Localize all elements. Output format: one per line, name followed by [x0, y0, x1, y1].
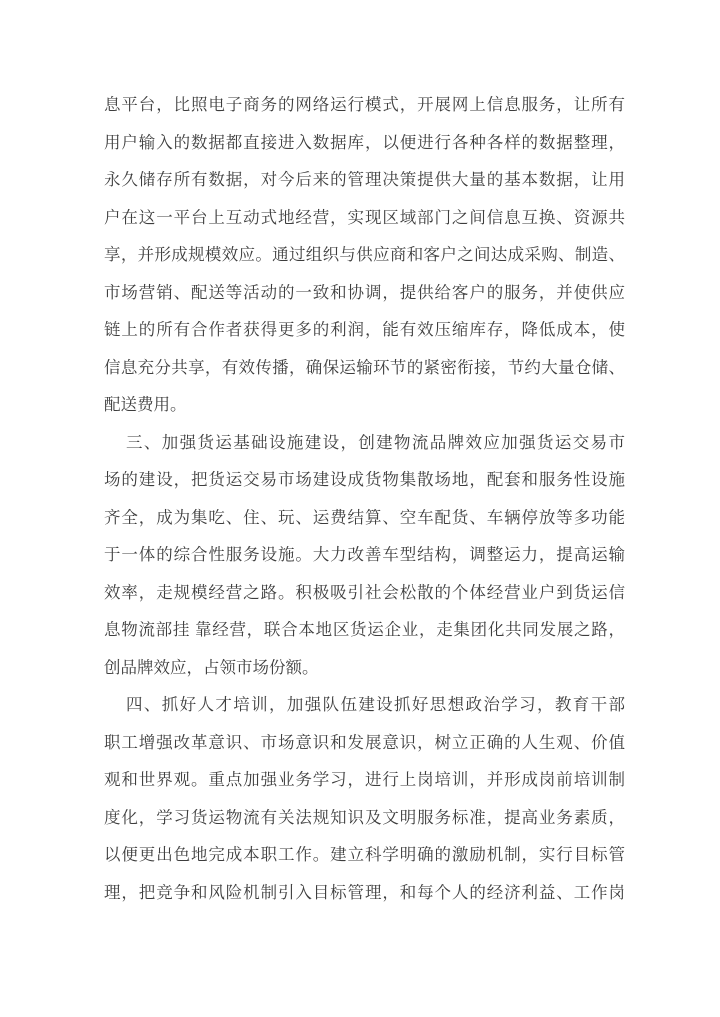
- text-line: 齐全，成为集吃、住、玩、运费结算、空车配货、车辆停放等多功能: [104, 507, 625, 527]
- text-line: 息平台，比照电子商务的网络运行模式，开展网上信息服务，让所有: [104, 95, 625, 114]
- text-line: 永久储存所有数据，对今后来的管理决策提供大量的基本数据，让用: [104, 170, 625, 189]
- text-line: 链上的所有合作者获得更多的利润，能有效压缩库存，降低成本，使: [104, 320, 625, 339]
- text-line: 享，并形成规模效应。通过组织与供应商和客户之间达成采购、制造、: [104, 245, 625, 264]
- text-line: 配送费用。: [104, 395, 187, 414]
- text-line: 场的建设，把货运交易市场建设成货物集散场地，配套和服务性设施: [104, 470, 625, 489]
- paragraph-3: [104, 686, 625, 911]
- text-line: 于一体的综合性服务设施。大力改善车型结构，调整运力，提高运输: [104, 545, 625, 564]
- text-line: 户在这一平台上互动式地经营，实现区域部门之间信息互换、资源共: [104, 207, 625, 227]
- text-line: 观和世界观。重点加强业务学习，进行上岗培训，并形成岗前培训制: [104, 770, 625, 789]
- text-line: 创品牌效应，占领市场份额。: [104, 657, 319, 677]
- text-line: 三、加强货运基础设施建设，创建物流品牌效应加强货运交易市: [126, 432, 625, 452]
- text-line: 市场营销、配送等活动的一致和协调，提供给客户的服务，并使供应: [104, 282, 625, 302]
- document-body: [104, 86, 625, 911]
- text-line: 效率，走规模经营之路。积极吸引社会松散的个体经营业户到货运信: [104, 582, 625, 602]
- paragraph-2: [104, 424, 625, 687]
- text-line: 理，把竞争和风险机制引入目标管理，和每个人的经济利益、工作岗: [104, 882, 625, 902]
- text-line: 息物流部挂 靠经营，联合本地区货运企业，走集团化共同发展之路，: [104, 620, 625, 639]
- text-line: 用户输入的数据都直接进入数据库，以便进行各种各样的数据整理，: [104, 132, 625, 152]
- paragraph-1: [104, 86, 625, 424]
- text-line: 度化，学习货运物流有关法规知识及文明服务标准，提高业务素质，: [104, 807, 625, 827]
- text-line: 信息充分共享，有效传播，确保运输环节的紧密衔接，节约大量仓储、: [104, 357, 625, 377]
- text-line: 职工增强改革意识、市场意识和发展意识，树立正确的人生观、价值: [104, 732, 625, 752]
- text-line: 四、抓好人才培训，加强队伍建设抓好思想政治学习，教育干部: [126, 695, 625, 714]
- text-line: 以便更出色地完成本职工作。建立科学明确的激励机制，实行目标管: [104, 845, 625, 864]
